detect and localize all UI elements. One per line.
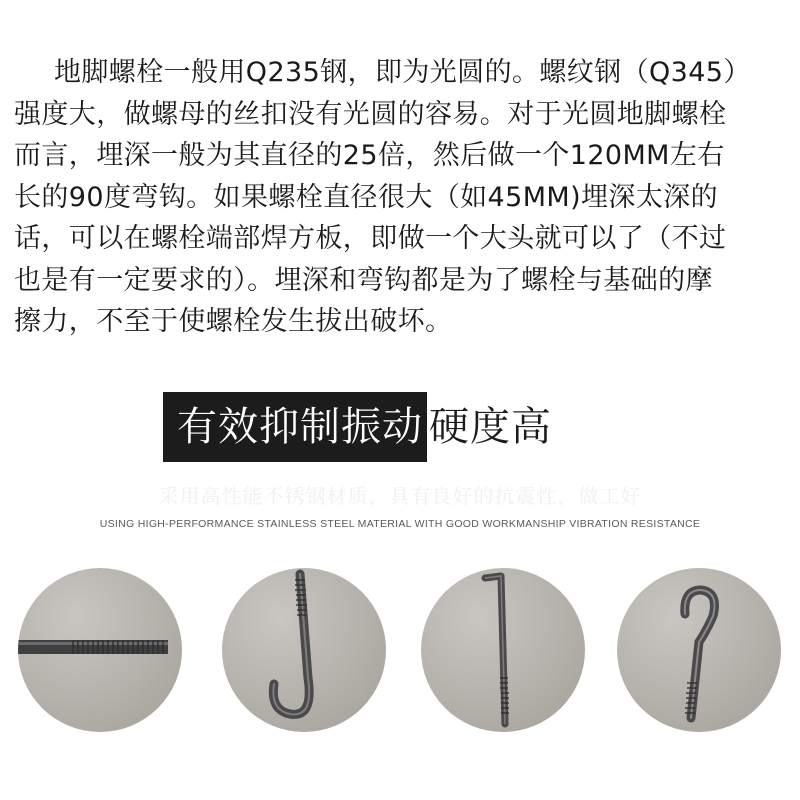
feature-banner [163, 392, 560, 462]
paragraph-line-5: 话，可以在螺栓端部焊方板，即做一个大头就可以了（不过 [14, 223, 727, 254]
bolt-photo-j-hook [222, 568, 386, 732]
banner-highlight: 有效抑制振动 [163, 392, 427, 462]
paragraph-line-4: 长的90度弯钩。如果螺栓直径很大（如45MM)埋深太深的 [14, 181, 719, 213]
straight-bolt-icon [18, 568, 182, 732]
bolt-photo-question-hook [617, 568, 781, 732]
paragraph-line-6: 也是有一定要求的）。埋深和弯钩都是为了螺栓与基础的摩 [14, 264, 713, 296]
l-bend-bolt-icon [421, 568, 585, 732]
description-paragraph [14, 52, 790, 343]
paragraph-line-1: 地脚螺栓一般用Q235钢，即为光圆的。螺纹钢（Q345） [54, 57, 751, 88]
paragraph-line-3: 而言，埋深一般为其直径的25倍，然后做一个120MM左右 [14, 140, 725, 171]
paragraph-line-7: 擦力，不至于使螺栓发生拔出破坏。 [14, 306, 453, 337]
bolt-photo-l-bend [421, 568, 585, 732]
subtitle-english: USING HIGH-PERFORMANCE STAINLESS STEEL MATERIAL WITH GOOD WORKMANSHIP VIBRATION RESISTANCE [99, 518, 701, 530]
subtitle-chinese: 采用高性能不锈钢材质，具有良好的抗震性，做工好 [158, 484, 642, 508]
paragraph-line-2: 强度大，做螺母的丝扣没有光圆的容易。对于光圆地脚螺栓 [14, 98, 727, 130]
question-hook-bolt-icon [617, 568, 781, 732]
banner-rest: 硬度高 [429, 404, 552, 450]
j-hook-bolt-icon [222, 568, 386, 732]
bolt-photo-straight [18, 568, 182, 732]
